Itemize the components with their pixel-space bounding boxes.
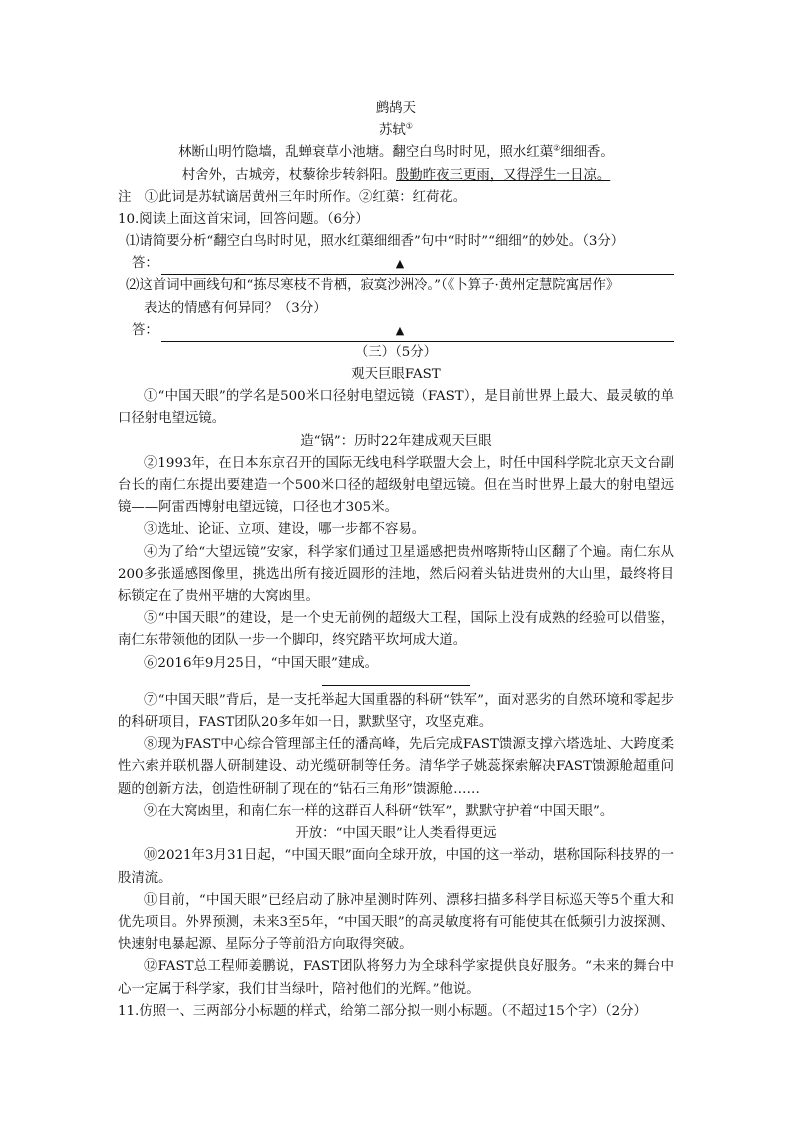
answer-line-2[interactable] [118,320,674,342]
poem-author: 苏轼① [379,121,413,139]
answer-label: 答： [132,322,159,338]
question-10-sub2-line1: ⑵这首词中画线句和“拣尽寒枝不肯栖，寂寞沙洲冷。”（《卜算子·黄州定慧院寓居作》 [126,278,620,294]
poem-note: 注 ①此词是苏轼谪居黄州三年时所作。②红蕖：红荷花。 [118,189,467,205]
question-10-sub2-line2: 表达的情感有何异同？（3分） [144,300,327,316]
paragraph-10: ⑩2021年3月31日起，“中国天眼”面向全球开放，中国的这一举动，堪称国际科技界的一股清流。 [118,848,674,886]
poem-line-1: 林断山明竹隐墙，乱蝉衰草小池塘。翻空白鸟时时见，照水红蕖②细细香。 [178,143,614,161]
paragraph-6: ⑥2016年9月25日，“中国天眼”建成。 [144,655,379,671]
paragraph-3: ③选址、论证、立项、建设，哪一步都不容易。 [144,522,426,538]
subheading-1: 造“锅”：历时22年建成观天巨眼 [300,433,492,449]
paragraph-11: ⑪目前，“中国天眼”已经启动了脉冲星测时阵列、漂移扫描多科学目标巡天等5个重大和优先项目。外界预测，未来3至5年，“中国天眼”的高灵敏度将有可能使其在低频引力波探测、快速射电暴起源、星际分子等前沿方向取得突破。 [118,892,674,953]
answer-blank[interactable] [161,323,674,342]
triangle-marker: ▲ [395,257,405,271]
paragraph-5: ⑤“中国天眼”的建设，是一个史无前例的超级大工程，国际上没有成熟的经验可以借鉴，南仁东带领他的团队一步一个脚印，终究踏平坎坷成大道。 [118,611,674,649]
answer-blank[interactable] [161,257,674,275]
page-content [118,98,674,1023]
article-title: 观天巨眼FAST [351,367,441,383]
author-note-mark: ① [405,121,413,131]
triangle-marker: ▲ [395,323,405,337]
line1-note-mark: ② [553,143,561,153]
answer-label: 答： [132,256,159,272]
question-11: 11.仿照一、三两部分小标题的样式，给第二部分拟一则小标题。（不超过15个字）（2分） [118,1003,647,1019]
poem-title: 鹧鸪天 [375,101,417,116]
paragraph-2: ②1993年，在日本东京召开的国际无线电科学联盟大会上，时任中国科学院北京天文台副台长的南仁东提出要建造一个500米口径的超级射电望远镜。但在当时世界上最大的射电望远镜——阿雷西博射电望远镜，口径也才305米。 [118,455,674,516]
underlined-verse: 殷勤昨夜三更雨，又得浮生一日凉。 [396,167,611,183]
paragraph-1: ①“中国天眼”的学名是500米口径射电望远镜（FAST），是目前世界上最大、最灵敏的单口径射电望远镜。 [118,389,674,427]
paragraph-12: ⑫FAST总工程师姜鹏说，FAST团队将努力为全球科学家提供良好服务。“未来的舞台中心一定属于科学家，我们甘当绿叶，陪衬他们的光辉。”他说。 [118,959,674,997]
subheading-2-blank[interactable] [322,685,470,686]
paragraph-7: ⑦“中国天眼”背后，是一支托举起大国重器的科研“铁军”，面对恶劣的自然环境和零起步的科研项目，FAST团队20多年如一日，默默坚守，攻坚克难。 [118,692,674,731]
subheading-3: 开放：“中国天眼”让人类看得更远 [295,826,497,842]
paragraph-8: ⑧现为FAST中心综合管理部主任的潘高峰，先后完成FAST馈源支撑六塔选址、大跨度柔性六索并联机器人研制建设、动光缆研制等任务。清华学子姚蕊探索解决FAST馈源舱超重问题的创新方法，创造性研制了现在的“钻石三角形”馈源舱…… [118,737,674,797]
poem-line-2: 村舍外，古城旁，杖藜徐步转斜阳。殷勤昨夜三更雨，又得浮生一日凉。 [181,167,611,183]
section-heading: （三）（5分） [354,344,438,360]
paragraph-4: ④为了给“大望远镜”安家，科学家们通过卫星遥感把贵州喀斯特山区翻了个遍。南仁东从200多张遥感图像里，挑选出所有接近圆形的洼地，然后闷着头钻进贵州的大山里，最终将目标锁定在了贵州平塘的大窝凼里。 [118,544,674,605]
question-10-sub1: ⑴请简要分析“翻空白鸟时时见，照水红蕖细细香”句中“时时”“细细”的妙处。（3分） [126,234,625,250]
paragraph-9: ⑨在大窝凼里，和南仁东一样的这群百人科研“铁军”，默默守护着“中国天眼”。 [144,803,614,819]
answer-line-1[interactable] [118,253,674,275]
question-10-stem: 10.阅读上面这首宋词，回答问题。（6分） [118,212,369,228]
